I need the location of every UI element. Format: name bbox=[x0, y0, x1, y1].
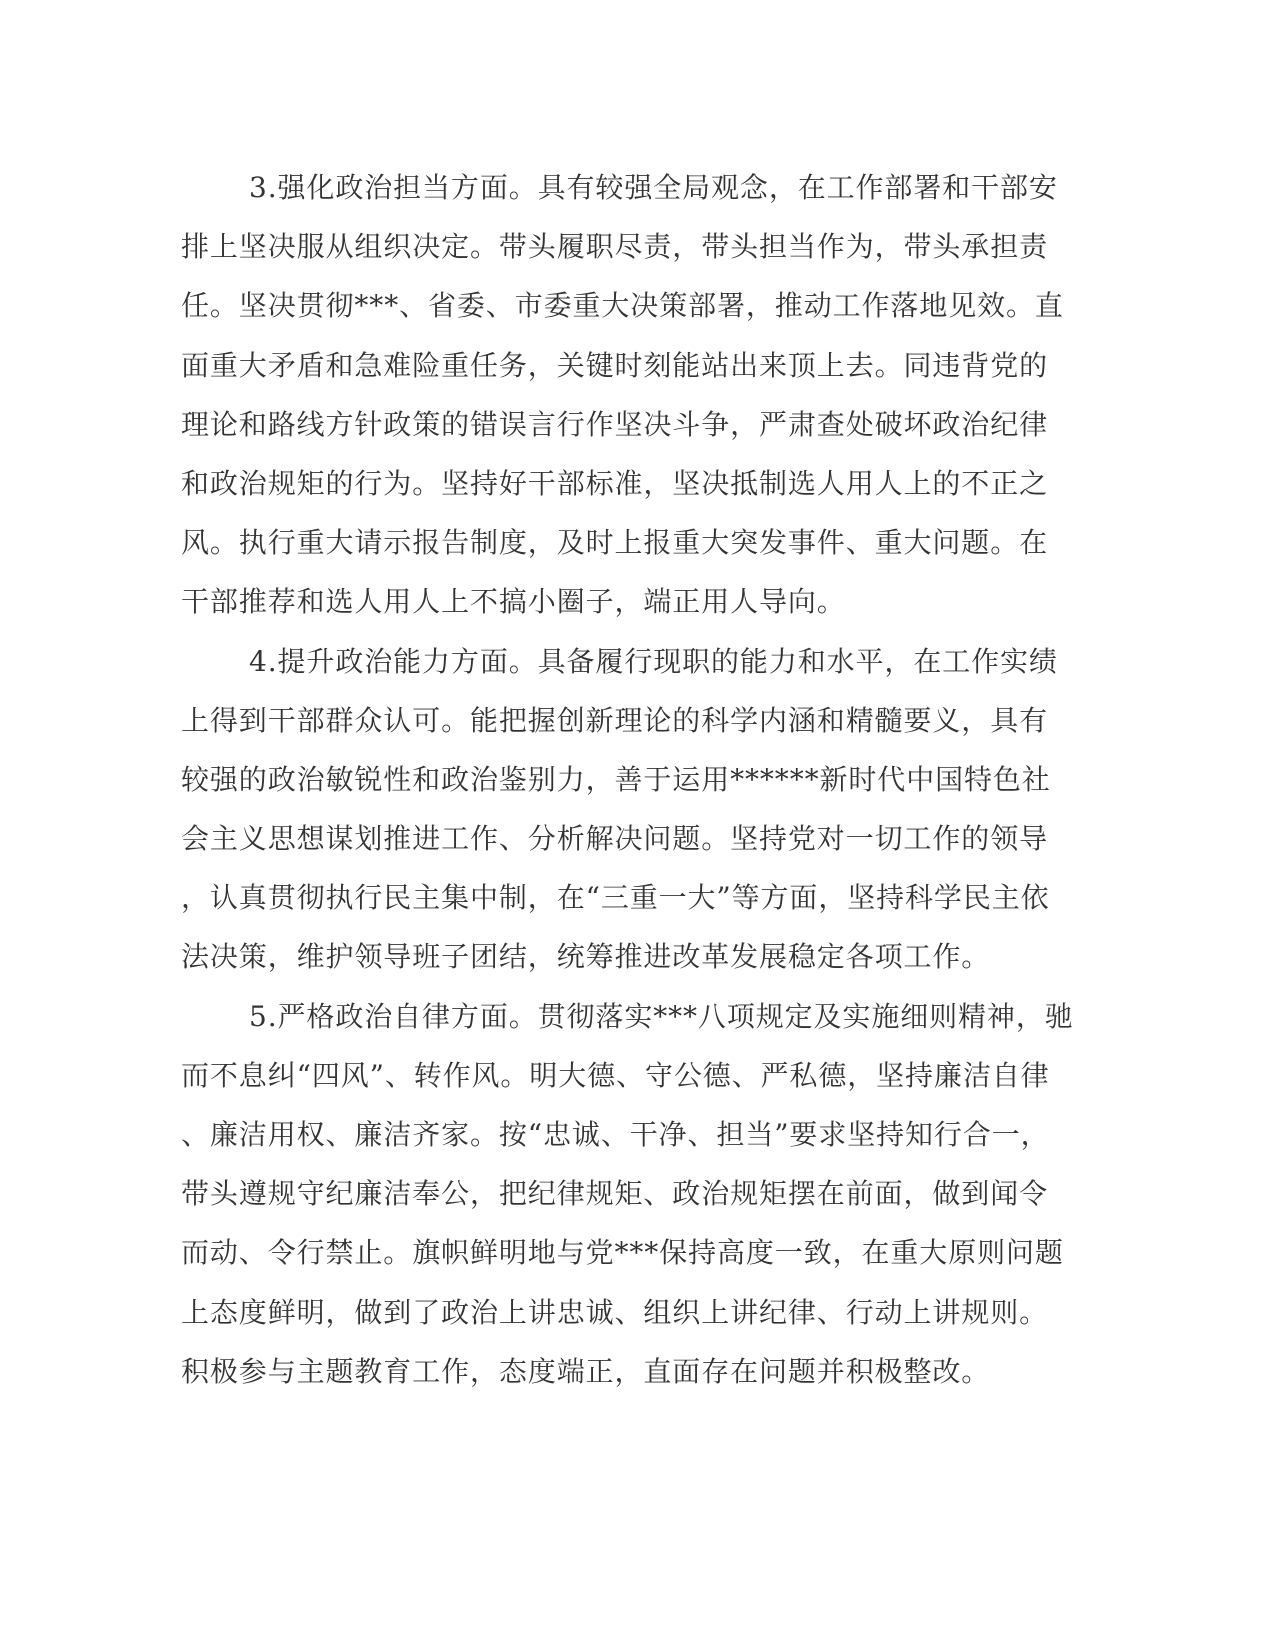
paragraph-line: ，认真贯彻执行民主集中制，在“三重一大”等方面，坚持科学民主依 bbox=[181, 881, 1050, 915]
paragraph-line: 积极参与主题教育工作，态度端正，直面存在问题并积极整改。 bbox=[181, 1354, 991, 1388]
paragraph-line: 3.强化政治担当方面。具有较强全局观念，在工作部署和干部安 bbox=[249, 171, 1058, 204]
paragraph-line: 上得到干部群众认可。能把握创新理论的科学内涵和精髓要义，具有 bbox=[181, 703, 1049, 737]
paragraph-line: 而动、令行禁止。旗帜鲜明地与党***保持高度一致，在重大原则问题 bbox=[181, 1236, 1064, 1270]
paragraph-line: 任。坚决贯彻***、省委、市委重大决策部署，推动工作落地见效。直 bbox=[181, 289, 1064, 323]
paragraph-line: 上态度鲜明，做到了政治上讲忠诚、组织上讲纪律、行动上讲规则。 bbox=[181, 1295, 1049, 1329]
paragraph-line: 而不息纠“四风”、转作风。明大德、守公德、严私德，坚持廉洁自律 bbox=[181, 1058, 1050, 1092]
paragraph-line: 带头遵规守纪廉洁奉公，把纪律规矩、政治规矩摆在前面，做到闻令 bbox=[181, 1177, 1049, 1211]
paragraph-line: 5.严格政治自律方面。贯彻落实***八项规定及实施细则精神，驰 bbox=[249, 999, 1074, 1033]
paragraph-line: 干部推荐和选人用人上不搞小圈子，端正用人导向。 bbox=[181, 585, 846, 619]
paragraph-line: 4.提升政治能力方面。具备履行现职的能力和水平，在工作实绩 bbox=[249, 644, 1058, 678]
paragraph-line: 较强的政治敏锐性和政治鉴别力，善于运用******新时代中国特色社 bbox=[181, 762, 1051, 796]
paragraph-line: 法决策，维护领导班子团结，统筹推进改革发展稳定各项工作。 bbox=[181, 940, 991, 974]
document-body bbox=[181, 158, 1074, 1401]
paragraph-political-responsibility bbox=[181, 158, 1064, 632]
paragraph-line: 排上坚决服从组织决定。带头履职尽责，带头担当作为，带头承担责 bbox=[181, 230, 1049, 264]
paragraph-line: 会主义思想谋划推进工作、分析解决问题。坚持党对一切工作的领导 bbox=[181, 822, 1049, 856]
paragraph-line: 风。执行重大请示报告制度，及时上报重大突发事件、重大问题。在 bbox=[181, 526, 1049, 560]
paragraph-line: 、廉洁用权、廉洁齐家。按“忠诚、干净、担当”要求坚持知行合一， bbox=[181, 1118, 1050, 1151]
paragraph-line: 理论和路线方针政策的错误言行作坚决斗争，严肃查处破坏政治纪律 bbox=[181, 407, 1049, 441]
paragraph-political-self-discipline bbox=[181, 987, 1074, 1401]
paragraph-political-ability bbox=[181, 632, 1058, 987]
paragraph-line: 面重大矛盾和急难险重任务，关键时刻能站出来顶上去。同违背党的 bbox=[181, 348, 1049, 382]
paragraph-line: 和政治规矩的行为。坚持好干部标准，坚决抵制选人用人上的不正之 bbox=[181, 466, 1049, 500]
